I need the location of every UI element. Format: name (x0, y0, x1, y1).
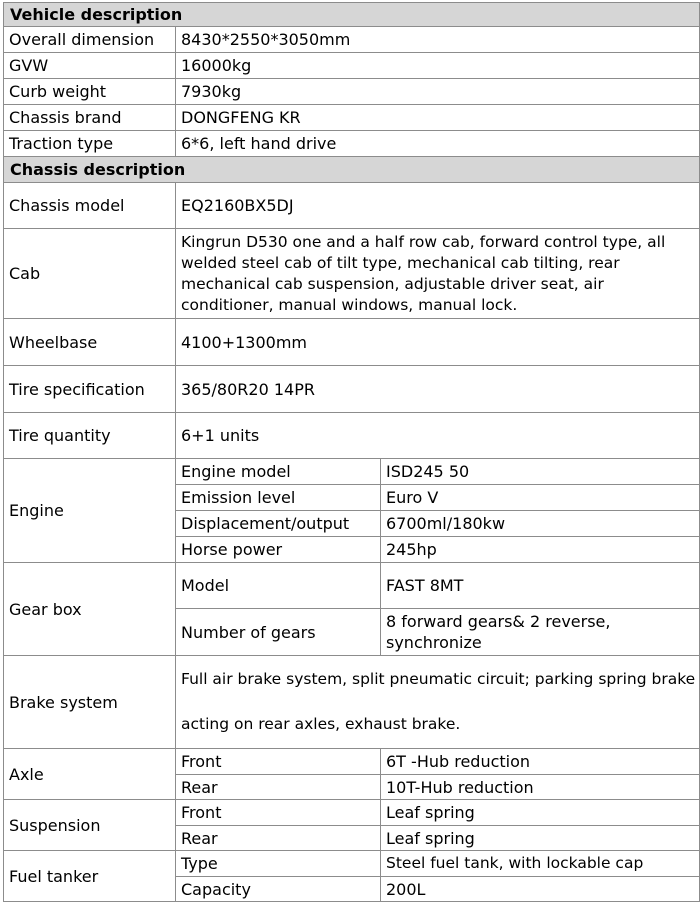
row-label: Tire specification (4, 366, 176, 413)
table-row (4, 413, 700, 459)
sub-key: Engine model (176, 459, 381, 485)
row-value: 6*6, left hand drive (176, 131, 700, 157)
table-row (4, 79, 700, 105)
sub-value: Steel fuel tank, with lockable cap (381, 851, 700, 877)
row-value: EQ2160BX5DJ (176, 183, 700, 229)
sub-value: 8 forward gears& 2 reverse, synchronize (381, 609, 700, 656)
table-row (4, 183, 700, 229)
row-label: Wheelbase (4, 319, 176, 366)
sub-key: Front (176, 800, 381, 826)
sub-value: 6T -Hub reduction (381, 749, 700, 775)
row-label: Cab (4, 229, 176, 319)
sub-key: Model (176, 563, 381, 609)
table-row (4, 105, 700, 131)
row-label: Tire quantity (4, 413, 176, 459)
brake-line-2: acting on rear axles, exhaust brake. (181, 715, 461, 733)
brake-description (176, 656, 700, 749)
suspension-label: Suspension (4, 800, 176, 851)
row-label: Overall dimension (4, 27, 176, 53)
row-label: Chassis model (4, 183, 176, 229)
brake-line-1: Full air brake system, split pneumatic circuit; parking spring brake (181, 670, 696, 688)
table-row (4, 656, 700, 749)
sub-value: FAST 8MT (381, 563, 700, 609)
sub-key: Capacity (176, 877, 381, 902)
chassis-description-header: Chassis description (4, 157, 700, 183)
sub-key: Horse power (176, 537, 381, 563)
row-value: 365/80R20 14PR (176, 366, 700, 413)
table-row (4, 563, 700, 609)
sub-value: Euro V (381, 485, 700, 511)
row-value: 16000kg (176, 53, 700, 79)
row-label: GVW (4, 53, 176, 79)
sub-key: Type (176, 851, 381, 877)
table-row (4, 749, 700, 775)
row-value: 8430*2550*3050mm (176, 27, 700, 53)
sub-value: 6700ml/180kw (381, 511, 700, 537)
table-row (4, 800, 700, 826)
table-row (4, 851, 700, 877)
vehicle-description-header: Vehicle description (4, 3, 700, 27)
row-value: DONGFENG KR (176, 105, 700, 131)
table-row (4, 459, 700, 485)
spec-table (3, 2, 700, 902)
axle-label: Axle (4, 749, 176, 800)
table-row (4, 319, 700, 366)
sub-value: ISD245 50 (381, 459, 700, 485)
sub-key: Rear (176, 826, 381, 851)
sub-value: 245hp (381, 537, 700, 563)
row-value: 4100+1300mm (176, 319, 700, 366)
row-label: Brake system (4, 656, 176, 749)
row-value: 7930kg (176, 79, 700, 105)
sub-key: Emission level (176, 485, 381, 511)
row-label: Traction type (4, 131, 176, 157)
sub-value: Leaf spring (381, 800, 700, 826)
sub-value: Leaf spring (381, 826, 700, 851)
row-value: 6+1 units (176, 413, 700, 459)
gearbox-label: Gear box (4, 563, 176, 656)
table-row (4, 366, 700, 413)
table-row (4, 131, 700, 157)
row-label: Curb weight (4, 79, 176, 105)
sub-value: 10T-Hub reduction (381, 775, 700, 800)
table-row (4, 229, 700, 319)
sub-key: Displacement/output (176, 511, 381, 537)
engine-label: Engine (4, 459, 176, 563)
section-header-row (4, 3, 700, 27)
cab-description: Kingrun D530 one and a half row cab, forward control type, all welded steel cab of tilt type, mechanical cab tilting, rear mechanical cab suspension, adjustable driver seat, air conditioner, manual windows, manual lock. (176, 229, 700, 319)
table-row (4, 27, 700, 53)
sub-key: Rear (176, 775, 381, 800)
sub-value: 200L (381, 877, 700, 902)
row-label: Chassis brand (4, 105, 176, 131)
table-row (4, 53, 700, 79)
fuel-tanker-label: Fuel tanker (4, 851, 176, 902)
sub-key: Number of gears (176, 609, 381, 656)
section-header-row (4, 157, 700, 183)
sub-key: Front (176, 749, 381, 775)
